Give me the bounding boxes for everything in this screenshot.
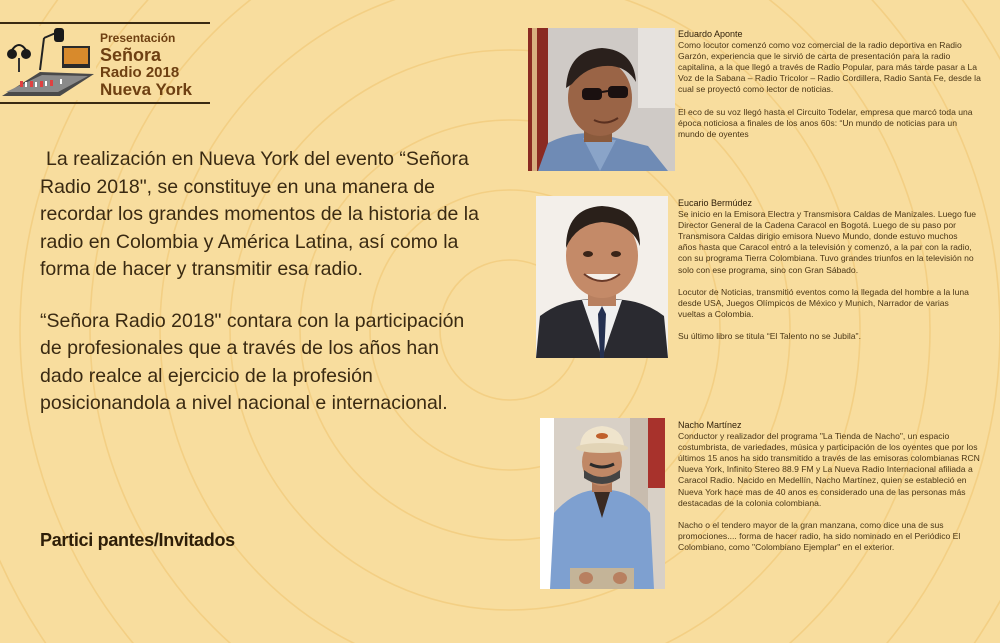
bio-eucario-bermudez bbox=[678, 198, 978, 353]
bio-nacho-martinez bbox=[678, 420, 984, 564]
guest-name: Eucario Bermúdez bbox=[678, 198, 753, 208]
logo-line-4: Nueva York bbox=[100, 80, 192, 99]
guest-name: Eduardo Aponte bbox=[678, 29, 743, 39]
bio-paragraph: El eco de su voz llegó hasta el Circuito Todelar, empresa que marcó toda una época noticiosa a finales de los anos 60s: “Un mundo de noticias para un mundo de oyentes bbox=[678, 106, 973, 139]
logo-line-3: Radio 2018 bbox=[100, 64, 180, 81]
logo-title bbox=[100, 32, 192, 98]
photo-eduardo-aponte bbox=[528, 28, 675, 171]
intro-text bbox=[40, 146, 480, 442]
radio-studio-illustration bbox=[0, 26, 96, 100]
bio-paragraph: Se inicio en la Emisora Electra y Transmisora Caldas de Manizales. Luego fue Director General de la Cadena Caracol en Bogotá. Luego de su paso por Transmisora Caldas dirigio emisora Nuevo Mundo, donde estuvo muchos años hasta que Caracol entró a la televisión y comenzó, a la par con la radio, con su programa Tierra Colombiana. Tuvo grandes triunfos en la televisión no solo con ese programa, sino con Gran Sábado. bbox=[678, 209, 977, 275]
guest-name: Nacho Martínez bbox=[678, 420, 742, 430]
bio-eduardo-aponte bbox=[678, 29, 982, 151]
logo-line-1: Presentación bbox=[100, 31, 176, 45]
intro-paragraph-1: La realización en Nueva York del evento “Señora Radio 2018", se constituye en una manera de recordar los grandes momentos de la historia de la radio en Colombia y América Latina, así como la forma de hacer y transmitir esa radio. bbox=[40, 148, 479, 280]
bio-paragraph: Conductor y realizador del programa "La Tienda de Nacho", un espacio costumbrista, de variedades, música y participación de los oyentes que por los últimos 15 anos ha sido transmitido a través de las emisoras colombianas RCN Nueva York, Infinito Stereo 88.9 FM y La Nueva Radio Internacional afiliada a Caracol Radio. Nacido en Medellín, Nacho Martínez, quien se estableció en Nueva York hace mas de 40 anos es considerado una de las personas más destacadas de la colonia colombiana. bbox=[678, 431, 980, 508]
participants-heading: Partici pantes/Invitados bbox=[40, 530, 235, 550]
logo-line-2: Señora bbox=[100, 45, 162, 65]
bio-paragraph: Como locutor comenzó como voz comercial de la radio deportiva en Radio Garzón, experiencia que le sirvió de carta de presentación para la radio capitalina, a la que llegó a través de Radio Popular, para más tarde pasar a La Voz de la Sabana – Radio Tricolor – Radio Cordillera, Radio Santa Fe, desde la cual se proyectó como lector de noticias. bbox=[678, 40, 981, 95]
bio-paragraph: Locutor de Noticias, transmitió eventos como la llegada del hombre a la luna desde USA, Juegos Olímpicos de México y Munich, Narrador de varias vueltas a Colombia. bbox=[678, 286, 969, 319]
photo-nacho-martinez bbox=[540, 418, 665, 589]
logo-rule-bottom bbox=[0, 102, 210, 104]
photo-eucario-bermudez bbox=[536, 196, 668, 358]
logo-rule-top bbox=[0, 22, 210, 24]
bio-paragraph: Nacho o el tendero mayor de la gran manzana, como dice una de sus promociones.... forma de hacer radio, ha sido nominado en el Periódico El Colombiano, como "Colombiano Ejemplar" en el exterior. bbox=[678, 519, 961, 552]
intro-paragraph-2: “Señora Radio 2018" contara con la participación de profesionales que a través de los años han dado realce al ejercicio de la profesión posicionandola a nivel nacional e internacional. bbox=[40, 309, 465, 414]
event-logo bbox=[0, 22, 210, 104]
bio-paragraph: Su último libro se titula “El Talento no se Jubila". bbox=[678, 330, 861, 341]
